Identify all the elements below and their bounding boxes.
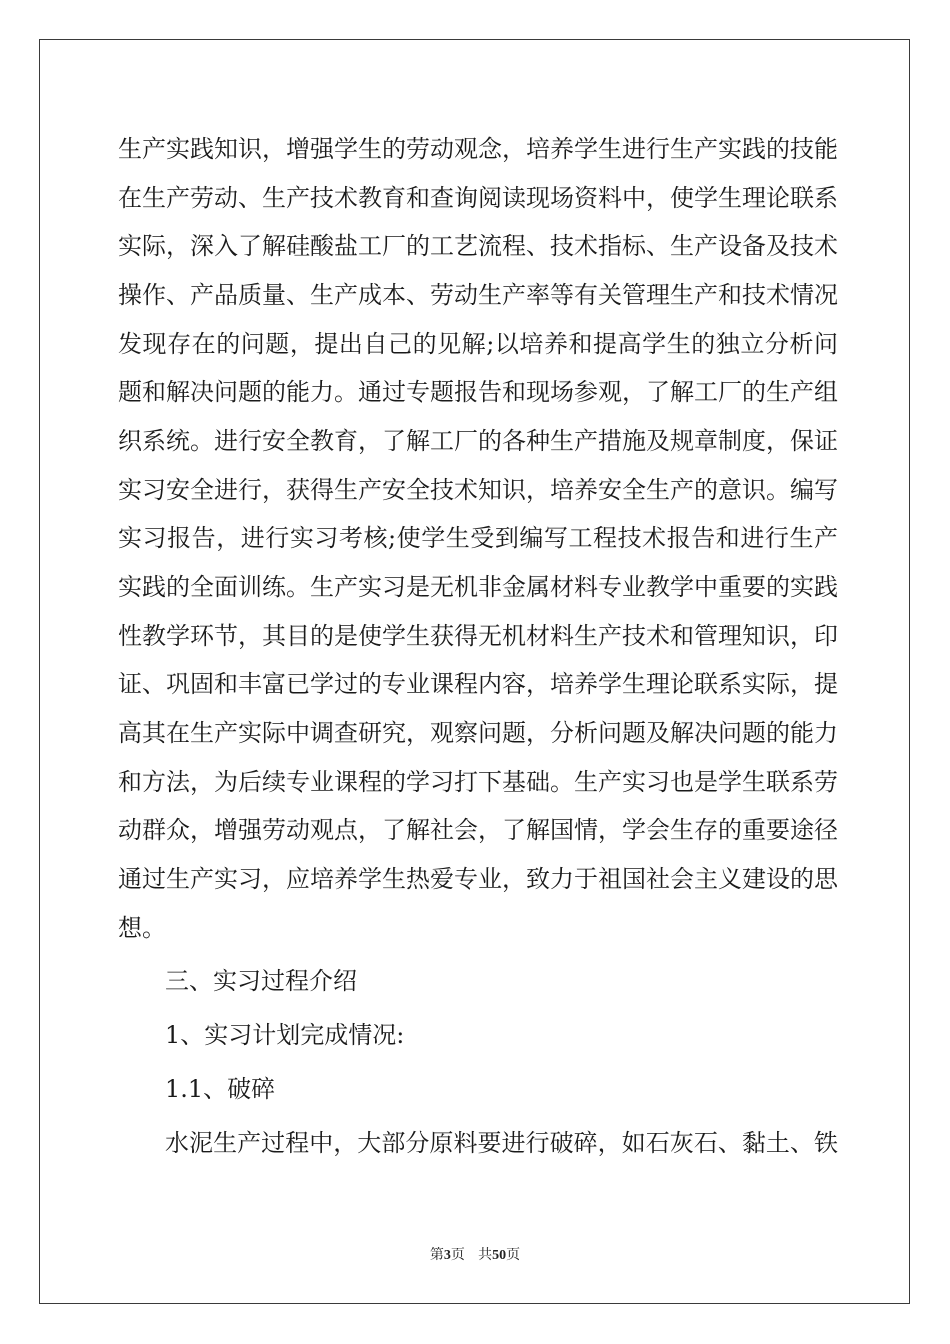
paragraph-line: 证、巩固和丰富已学过的专业课程内容，培养学生理论联系实际，提 [118, 670, 838, 698]
paragraph-line: 性教学环节，其目的是使学生获得无机材料生产技术和管理知识，印 [118, 622, 838, 650]
footer-total-suffix: 页 [506, 1247, 521, 1263]
page-number: 3 [443, 1248, 451, 1263]
paragraph-line: 操作、产品质量、生产成本、劳动生产率等有关管理生产和技术情况 [118, 281, 838, 309]
subheading: 1.1、破碎 [165, 1075, 276, 1103]
paragraph-line: 实习安全进行，获得生产安全技术知识，培养安全生产的意识。编写 [118, 476, 838, 504]
total-pages: 50 [492, 1248, 507, 1263]
footer-page-suffix: 页 [450, 1247, 465, 1263]
footer-prefix: 第 [429, 1247, 444, 1263]
paragraph-line: 在生产劳动、生产技术教育和查询阅读现场资料中，使学生理论联系 [118, 184, 838, 212]
paragraph-line: 想。 [118, 914, 166, 942]
paragraph-line: 织系统。进行安全教育，了解工厂的各种生产措施及规章制度，保证 [118, 427, 838, 455]
paragraph-line: 实际，深入了解硅酸盐工厂的工艺流程、技术指标、生产设备及技术 [118, 232, 838, 260]
section-heading: 三、实习过程介绍 [165, 967, 357, 995]
paragraph-line: 发现存在的问题，提出自己的见解;以培养和提高学生的独立分析问 [118, 330, 838, 358]
subheading: 1、实习计划完成情况: [165, 1021, 405, 1049]
paragraph-line: 高其在生产实际中调查研究，观察问题，分析问题及解决问题的能力 [118, 719, 838, 747]
paragraph-line: 实习报告，进行实习考核;使学生受到编写工程技术报告和进行生产 [118, 524, 838, 552]
paragraph-line: 和方法，为后续专业课程的学习打下基础。生产实习也是学生联系劳 [118, 768, 838, 796]
paragraph-line: 生产实践知识，增强学生的劳动观念，培养学生进行生产实践的技能 [118, 135, 838, 163]
paragraph-line: 通过生产实习，应培养学生热爱专业，致力于祖国社会主义建设的思 [118, 865, 838, 893]
page-footer [0, 1244, 950, 1264]
paragraph-line: 动群众，增强劳动观点，了解社会，了解国情，学会生存的重要途径 [118, 816, 838, 844]
body-line: 水泥生产过程中，大部分原料要进行破碎，如石灰石、黏土、铁 [165, 1129, 838, 1157]
paragraph-line: 实践的全面训练。生产实习是无机非金属材料专业教学中重要的实践 [118, 573, 838, 601]
paragraph-line: 题和解决问题的能力。通过专题报告和现场参观，了解工厂的生产组 [118, 378, 838, 406]
footer-total-prefix: 共 [478, 1247, 493, 1263]
